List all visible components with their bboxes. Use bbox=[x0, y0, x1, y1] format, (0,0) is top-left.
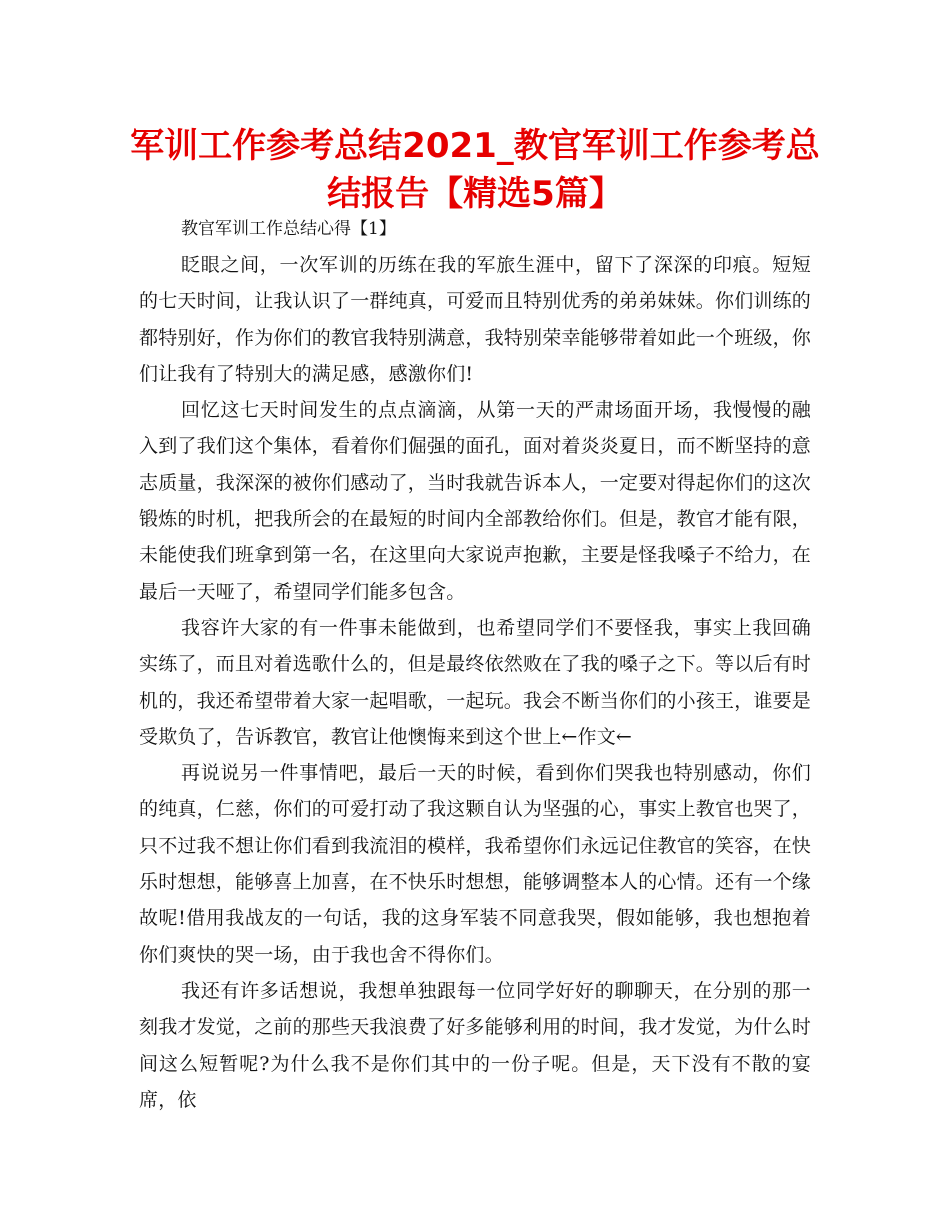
paragraph-2: 回忆这七天时间发生的点点滴滴，从第一天的严肃场面开场，我慢慢的融入到了我们这个集体，看着你们倔强的面孔，面对着炎炎夏日，而不断坚持的意志质量，我深深的被你们感动了，当时我就告诉本人，一定要对得起你们的这次锻炼的时机，把我所会的在最短的时间内全部教给你们。但是，教官才能有限，未能使我们班拿到第一名，在这里向大家说声抱歉，主要是怪我嗓子不给力，在最后一天哑了，希望同学们能多包含。 bbox=[139, 399, 812, 603]
document-title: 军训工作参考总结2021_教官军训工作参考总结报告【精选5篇】 bbox=[130, 126, 820, 214]
section-heading: 教官军训工作总结心得【1】 bbox=[181, 219, 396, 239]
paragraph-4: 再说说另一件事情吧，最后一天的时候，看到你们哭我也特别感动，你们的纯真，仁慈，你们的可爱打动了我这颗自认为坚强的心，事实上教官也哭了，只不过我不想让你们看到我流泪的模样，我希望你们永远记住教官的笑容，在快乐时想想，能够喜上加喜，在不快乐时想想，能够调整本人的心情。还有一个缘故呢!借用我战友的一句话，我的这身军装不同意我哭，假如能够，我也想抱着你们爽快的哭一场，由于我也舍不得你们。 bbox=[139, 762, 812, 966]
document-body bbox=[139, 213, 811, 1118]
paragraph-3: 我容许大家的有一件事未能做到，也希望同学们不要怪我，事实上我回确实练了，而且对着选歌什么的，但是最终依然败在了我的嗓子之下。等以后有时机的，我还希望带着大家一起唱歌，一起玩。我会不断当你们的小孩王，谁要是受欺负了，告诉教官，教官让他懊悔来到这个世上←作文← bbox=[139, 616, 812, 748]
paragraph-5: 我还有许多话想说，我想单独跟每一位同学好好的聊聊天，在分别的那一刻我才发觉，之前的那些天我浪费了好多能够利用的时间，我才发觉，为什么时间这么短暂呢?为什么我不是你们其中的一份子呢。但是，天下没有不散的宴席，依 bbox=[139, 979, 812, 1111]
paragraph-1: 眨眼之间，一次军训的历练在我的军旅生涯中，留下了深深的印痕。短短的七天时间，让我认识了一群纯真，可爱而且特别优秀的弟弟妹妹。你们训练的都特别好，作为你们的教官我特别满意，我特别荣幸能够带着如此一个班级，你们让我有了特别大的满足感，感激你们! bbox=[139, 254, 812, 385]
